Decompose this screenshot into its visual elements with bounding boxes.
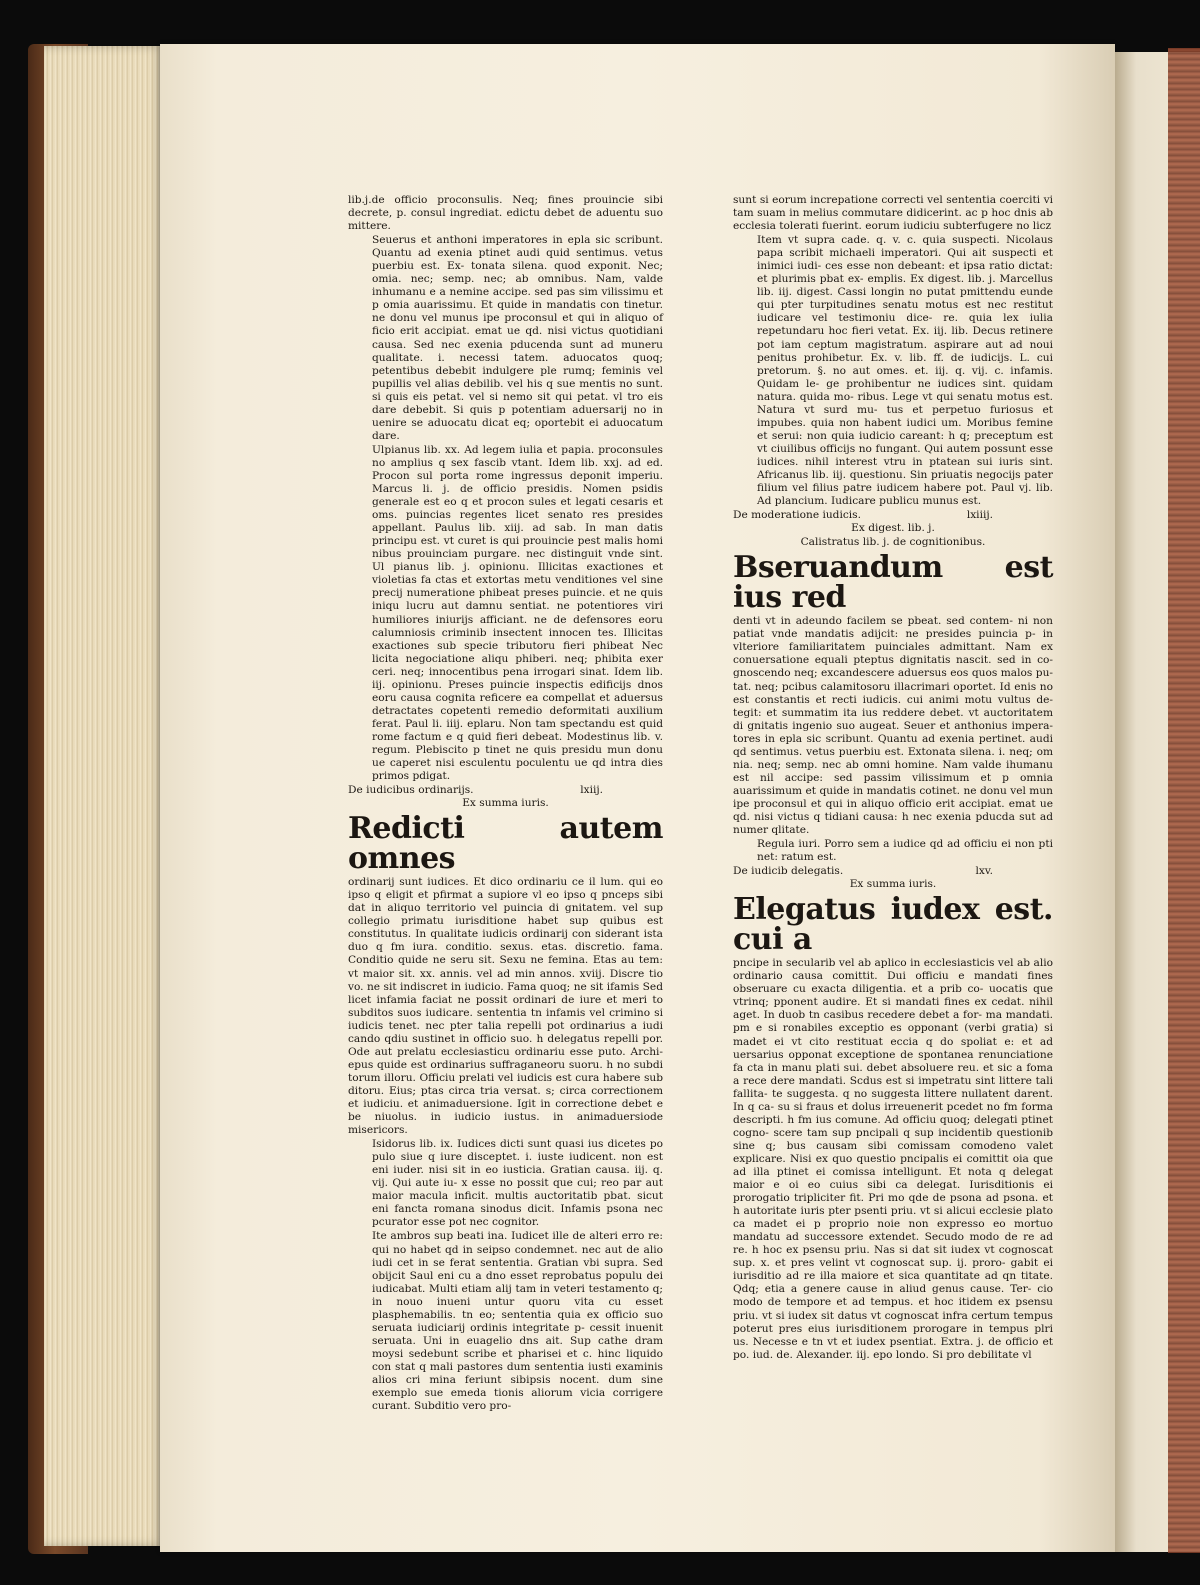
left-text-column xyxy=(348,194,663,1413)
paragraph: pncipe in secularib vel ab aplico in ecclesiasticis vel ab alio ordinario causa comittit. Dui officiu e mandati fines obseruare cu exacta diligentia. et a prib co- uocatis que vtrinq; pponent audire. Et si mandati fines ex cedat. nihil aget. In duob tn casibus recedere debet a for- ma mandati. pm e si ronabiles exceptio es opponant (verbi gratia) si madet ei vt cito restituat eccia q do spoliat e: et ad uersarius opponat exceptione de spontanea renunciatione fa cta in manu plati sui. debet absoluere reu. et sic a foma a rece dere mandati. Scdus est si impetratu sint littere tali fallita- te suggesta. q no suggesta littere nullatent darent. In q ca- su si fraus et dolus irreuenerit pcedet no fm forma descripti. h fm ius comune. Ad officiu quoq; delegati ptinet cogno- scere tam sup pncipali q sup incidentib questionib sine q; bus causam sibi comissam comodeno valet explicare. Nisi ex quo questio pncipalis ei comittit oia que ad illa ptinet ei comissa intelligunt. Et nota q delegat maior e oi eo cuius sibi ca delegat. Iurisditionis ei prorogatio tripliciter fit. Pri mo qde de psona ad psona. et h autoritate iuris pter psenti priu. vt si alicui ecclesie plato ca madet ei p proprio noie non expresso eo mortuo mandatu ad successore extendet. Secudo modo de re ad re. h hoc ex psensu priu. Nas si dat sit iudex vt cognoscat sup. x. et pres velint vt cognoscat sup. ij. proro- gabit ei iurisditio ad re illa maiore et sica quantitate ad qn titate. Qdq; etia a genere cause in aliud genus cause. Ter- cio modo de tempore et ad tempus. et hoc itidem ex psensu priu. vt si iudex sit datus vt cognoscat infra certum tempus poterut pres eius iurisditionem prorogare in tempus plri us. Necesse e tn vt et iudex psentiat. Extra. j. de officio et po. iud. de. Alexander. iij. epo londo. Si pro debilitate vl xyxy=(733,957,1053,1361)
section-heading xyxy=(733,509,1053,522)
paragraph: Regula iuri. Porro sem a iudice qd ad officiu ei non pti net: ratum est. xyxy=(757,838,1053,864)
paragraph: Ulpianus lib. xx. Ad legem iulia et papia. proconsules no amplius q sex fascib vtant. Idem lib. xxj. ad ed. Procon sul porta rome ingressus deponit imperiu. Marcus li. j. de officio presidis. Nomen psidis generale est eo q et procon sules et legati cesaris et oms. puincias regentes licet senato res presides appellant. Paulus lib. xiij. ad sab. In man datis principu est. vt curet is qui prouincie pest malis homi nibus prouinciam purgare. nec distinguit vnde sint. Ul pianus lib. j. opinionu. Illicitas exactiones et violetias fa ctas et extortas metu venditiones vel sine precij numeratione phibeat preses puincie. et ne quis iniqu lucru aut damnu sentiat. ne potentiores viri humiliores iniurijs afficiant. ne de defensores eoru calumniosis criminib insectent innocen tes. Illicitas exactiones sub specie tributoru fieri phibeat Nec licita negociatione aliqu phiberi. neq; phibita exer ceri. neq; innocentibus pena irrogari sinat. Idem lib. iij. opinionu. Preses puincie inspectis edificijs dnos eoru causa cognita reficere ea compellat et aduersus detractates copetenti remedio deformitati auxilium ferat. Paul li. iiij. eplaru. Non tam spectandu est quid rome factum e q quid fieri debeat. Modestinus lib. v. regum. Plebiscito p tinet ne quis presidu mun donu ue caperet nisi esculentu poculentu ue qd intra dies primos pdigat. xyxy=(372,443,663,783)
paragraph: Isidorus lib. ix. Iudices dicti sunt quasi ius dicetes po pulo siue q iure disceptet. i. iuste iudicent. non est eni iuder. nisi sit in eo iusticia. Gratian causa. iij. q. vij. Qui aute iu- x esse no possit que cui; reo par aut maior macula inficit. multis auctoritatib pbat. sicut eni fancta romana sinodus dicit. Infamis psona nec pcurator esse pot nec cognitor. xyxy=(372,1138,663,1229)
paragraph: Ite ambros sup beati ina. Iudicet ille de alteri erro re: qui no habet qd in seipso condemnet. nec aut de alio iudi cet in se ferat sententia. Gratian vbi supra. Sed obijcit Saul eni cu a dno esset reprobatus populu dei iudicabat. Multi etiam alij tam in veteri testamento q; in nouo inueni untur quoru vita cu esset plasphemabilis. tn eo; sententia quia ex officio suo seruata iudiciarij ordinis integritate p- cessit inuenit seruata. Uni in euagelio dns ait. Sup cathe dram moysi sedebunt scribe et pharisei et c. hinc liquido con stat q mali pastores dum sententia iusti examinis alios cri mina feriunt sibipsis nocent. dum sine exemplo sue emeda tionis aliorum vicia corrigere curant. Subditio vero pro- xyxy=(372,1230,663,1413)
section-source: Ex summa iuris. xyxy=(849,878,937,891)
paragraph: lib.j.de officio proconsulis. Neq; fines prouincie sibi decrete, p. consul ingrediat. edictu debet de aduentu suo mittere. xyxy=(348,194,663,233)
lead-initial-text: Elegatus iudex est. cui a xyxy=(733,892,1053,958)
lead-initial-text: Redicti autem omnes xyxy=(348,811,663,877)
paragraph: ordinarij sunt iudices. Et dico ordinariu ce il lum. qui eo ipso q eligit et pfirmat a supiore vl eo ipso q pnceps sibi dat in aliquo territorio vel puincia di gnitatem. vel sup collegio primatu iurisditione habet sup quibus est constitutus. In qualitate iudicis ordinarij con siderant ista duo q fm iura. conditio. sexus. etas. discretio. fama. Conditio quide ne seru sit. Sexu ne femina. Etas au tem: vt maior sit. xx. annis. vel ad min annos. xviij. Discre tio vo. ne sit indiscret in iudicio. Fama quoq; ne sit ifamis Sed licet infamia faciat ne possit ordinari de iure et meri to subditos suos iudicare. sententia tn infamis vel crimino si iudicis tenet. nec pter talia repelli pot ordinarius a iudi cando qdiu sustinet in officio suo. h delegatus repelli por. Ode aut prelatu ecclesiasticu ordinariu esse puto. Archi- epus quide est ordinarius suffraganeoru suoru. h no subdi torum illoru. Officiu prelati vel iudicis est cura habere sub ditoru. Eius; ptas circa tria versat. s; circa correctionem et iudiciu. et animaduersione. Igit in correctione debet e be niuolus. in iudicio iustus. in animaduersiode misericors. xyxy=(348,876,663,1137)
section-number: lxiiij. xyxy=(966,509,993,522)
right-text-column xyxy=(733,194,1053,1362)
paragraph: sunt si eorum increpatione correcti vel sententia coerciti vi tam suam in melius commutare didicerint. ac p hoc dnis ab ecclesia tolerati fuerint. eorum iudiciu subterfugere no licz xyxy=(733,194,1053,233)
section-heading xyxy=(348,784,663,797)
lead-initial-text: Bseruandum est ius red xyxy=(733,550,1053,616)
section-title: De iudicib delegatis. xyxy=(733,865,844,878)
section-source: Calistratus lib. j. de cognitionibus. xyxy=(800,536,986,549)
paragraph: Item vt supra cade. q. v. c. quia suspecti. Nicolaus papa scribit michaeli imperatori. Qui ait suspecti et inimici iudi- ces esse non debeant: et ipsa ratio dictat: et plurimis pbat ex- emplis. Ex digest. lib. j. Marcellus lib. iij. digest. Cassi longin no putat pmittendu eunde qui pter turpitudines senatu motus est nec restitut iudicare vel testimoniu dice- re. quia lex iulia repetundaru hoc fieri vetat. Ex. iij. lib. Decus retinere pot iam ceptum magistratum. aspirare aut ad noui penitus prohibetur. Ex. v. lib. ff. de iudicijs. L. cui pretorum. §. no aut omes. et. iij. q. vij. c. infamis. Quidam le- ge prohibentur ne iudices sint. quidam natura. quida mo- ribus. Lege vt qui senatu motus est. Natura vt surd mu- tus et perpetuo furiosus et impubes. quia non habent iudici um. Moribus femine et serui: non quia iudicio careant: h q; preceptum est vt ciuilibus officijs no fungant. Qui autem possunt esse iudices. nihil interest vtru in ptatean sui iuris sint. Africanus lib. iij. questionu. Sin priuatis negocijs pater filium vel filius patre iudicem habere pot. Paul vj. lib. Ad plancium. Iudicare publicu munus est. xyxy=(757,234,1053,508)
section-source: Ex digest. lib. j. xyxy=(851,522,935,535)
section-heading xyxy=(733,865,1053,878)
section-number: lxiij. xyxy=(580,784,603,797)
page-block-edges xyxy=(44,46,164,1546)
section-number: lxv. xyxy=(975,865,993,878)
section-title: De iudicibus ordinarijs. xyxy=(348,784,474,797)
book-cover-right xyxy=(1168,48,1200,1553)
paragraph: denti vt in adeundo facilem se pbeat. sed contem- ni non patiat vnde mandatis adijcit: ne presides puincia p- in vlteriore familiaritatem puinciales admittant. Nam ex conuersatione equali pteptus dignitatis nascit. sed in co- gnoscendo neq; excandescere aduersus eos quos malos pu- tat. neq; pcibus calamitosoru illacrimari oportet. Id enis no est constantis et recti iudicis. cui animi motu vultus de- tegit: et summatim ita ius reddere debet. vt auctoritatem di gnitatis ingenio suo augeat. Seuer et anthonius impera- tores in epla sic scribunt. Quantu ad exenia pertinet. audi qd sentimus. vetus puerbiu est. Extonata silena. i. neq; om nia. neq; semp. nec ab omni homine. Nam valde ihumanu est nil accipe: sed passim vilissimum et p omnia auarissimum et quide in mandatis cotinet. ne donu vel mun ipe proconsul et qui in aliquo officio erit accipiat. emat ue qd. nisi victus q tidiani causa: h nec exenia pducda sut ad numer qlitate. xyxy=(733,615,1053,837)
section-title: De moderatione iudicis. xyxy=(733,509,861,522)
paragraph: Seuerus et anthoni imperatores in epla sic scribunt. Quantu ad exenia ptinet audi quid sentimus. vetus puerbiu est. Ex- tonata silena. quod exponit. Nec; omia. nec; semp. nec; ab omnibus. Nam, valde inhumanu e a nemine accipe. sed pas sim vilissimu et p omia auarissimu. Et quide in mandatis con tinetur. ne donu vel munus ipe proconsul et qui in aliquo of ficio erit accipiat. emat ue qd. nisi victus quotidiani causa. Sed nec exenia pducenda sunt ad muneru qualitate. i. necessi tatem. aduocatos quoq; petentibus debebit indulgere ple rumq; feminis vel pupillis vel alias debilib. vel his q sue mentis no sunt. si quis eis petat. vel si nemo sit qui petat. vl tro eis dare debebit. Si quis p potentiam aduersarij no in uenire se aduocatu dicat eq; oportebit ei aduocatum dare. xyxy=(372,234,663,442)
section-source: Ex summa iuris. xyxy=(462,797,549,810)
